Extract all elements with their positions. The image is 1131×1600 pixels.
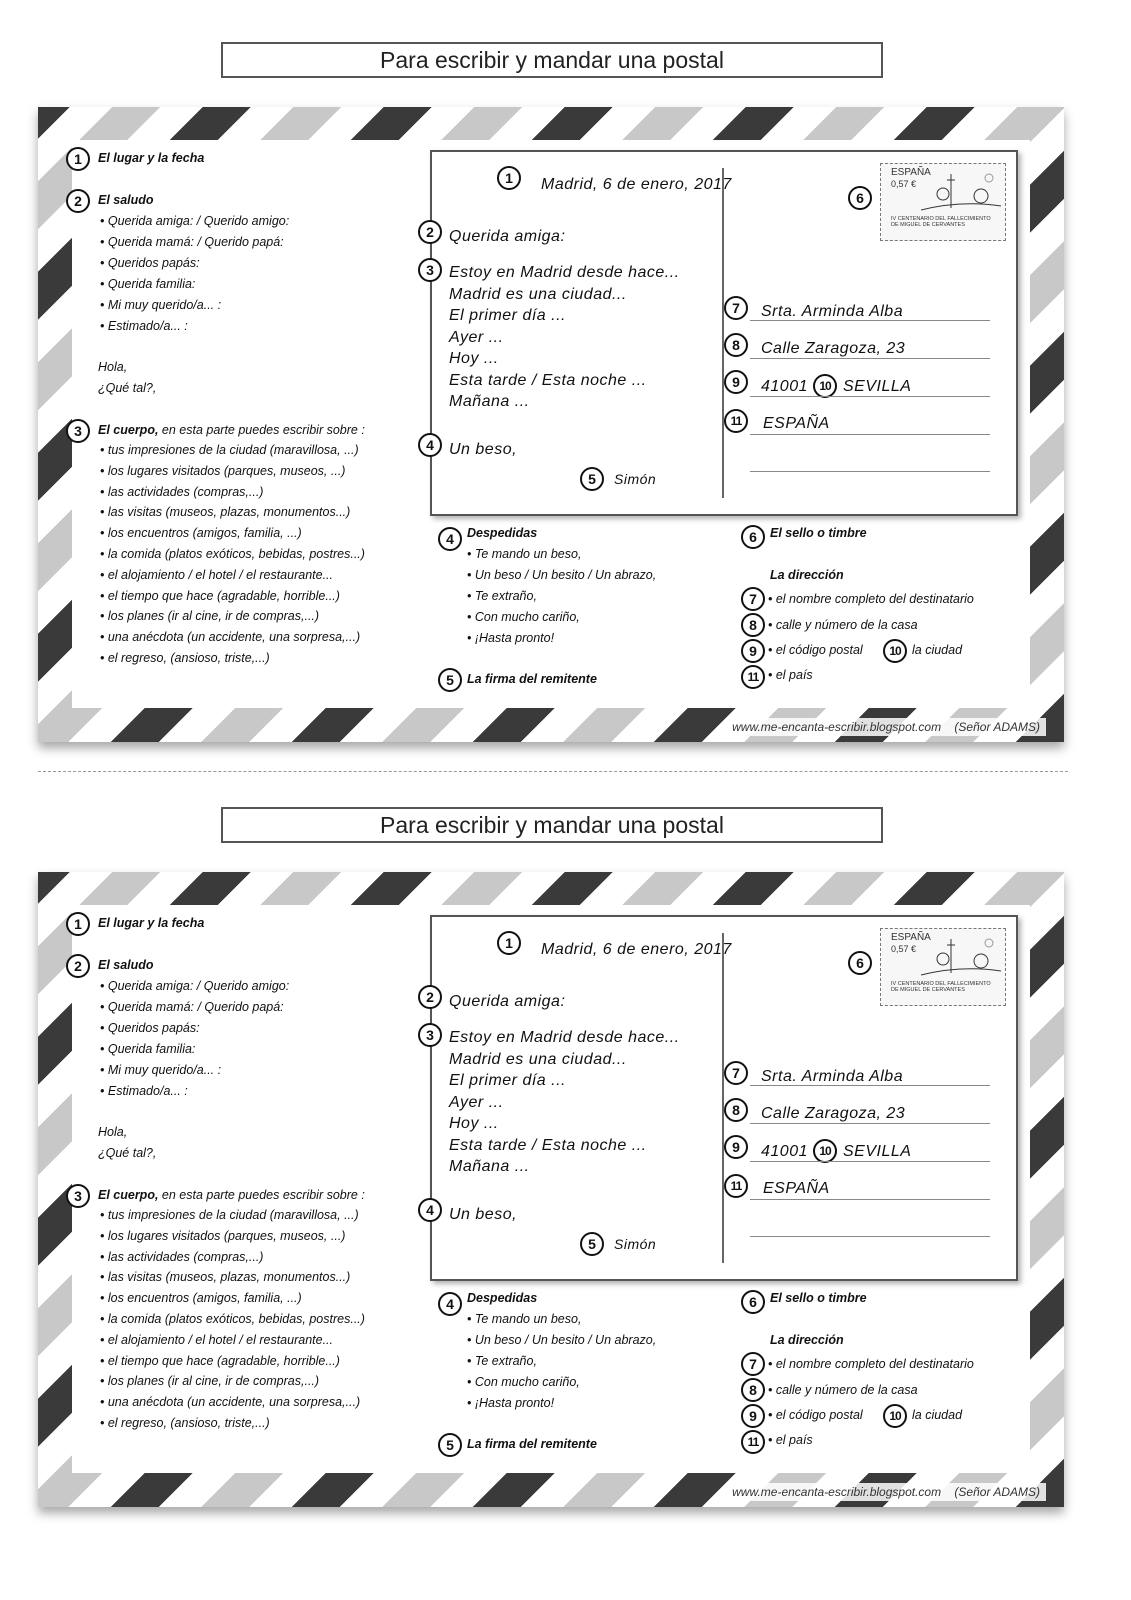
list-item-text: Esta tarde / Esta noche ...	[449, 371, 647, 389]
section-address: La dirección	[770, 568, 844, 582]
list-item	[100, 979, 289, 993]
section-body-desc: en esta parte puedes escribir sobre :	[158, 423, 365, 437]
list-item-text: Te mando un beso,	[474, 1312, 582, 1326]
recipient-name: Srta. Arminda Alba	[761, 303, 904, 320]
list-item-text: las visitas (museos, plazas, monumentos...)	[107, 1270, 351, 1285]
marker-2: 2	[418, 985, 442, 1009]
list-item-text: Queridos papás:	[107, 1021, 200, 1035]
marker-2: 2	[66, 954, 90, 978]
list-item-text: Estoy en Madrid desde hace...	[449, 1029, 680, 1046]
list-item-text: Te extraño,	[474, 589, 537, 603]
marker-8: 8	[741, 613, 765, 637]
que-tal-text: ¿Qué tal?,	[98, 1146, 157, 1160]
bullet-icon: •	[467, 631, 475, 645]
section-body-title: El cuerpo,	[98, 423, 159, 437]
marker-11: 11	[741, 665, 765, 689]
list-item	[100, 609, 319, 623]
address-line	[750, 396, 990, 397]
marker-3: 3	[418, 258, 442, 282]
stamp-value: 0,57 €	[891, 944, 917, 954]
address-street-hint: • calle y número de la casa	[768, 618, 918, 632]
address-line	[750, 1123, 990, 1124]
list-item-text: la comida (platos exóticos, bebidas, postres...)	[107, 547, 365, 561]
bullet-icon: •	[467, 1375, 475, 1389]
bullet-icon: •	[467, 1333, 475, 1347]
bullet-icon: •	[100, 588, 108, 603]
address-name-hint: • el nombre completo del destinatario	[768, 1357, 974, 1371]
bullet-icon: •	[100, 1208, 108, 1222]
section-body-desc: en esta parte puedes escribir sobre :	[158, 1188, 365, 1202]
bullet-icon: •	[100, 1270, 108, 1285]
bullet-icon: •	[100, 1291, 108, 1306]
postcard-date: Madrid, 6 de enero, 2017	[541, 941, 732, 958]
marker-4: 4	[438, 1292, 462, 1316]
bullet-icon: •	[100, 1021, 108, 1035]
postage-stamp	[880, 163, 1006, 241]
list-item-text: Con mucho cariño,	[474, 1375, 580, 1389]
address-city-hint: la ciudad	[912, 1408, 963, 1422]
list-item	[467, 1396, 554, 1410]
marker-4: 4	[418, 433, 442, 457]
marker-4: 4	[438, 527, 462, 551]
bullet-icon: •	[100, 1249, 108, 1264]
postcard-closing: Un beso,	[449, 441, 518, 458]
list-item	[100, 1084, 188, 1098]
list-item-text: Querida amiga: / Querido amigo:	[107, 214, 290, 228]
marker-1: 1	[497, 166, 521, 190]
list-item	[100, 277, 195, 291]
marker-8: 8	[741, 1378, 765, 1402]
list-item	[100, 298, 221, 312]
address-line	[750, 1085, 990, 1086]
marker-9: 9	[741, 639, 765, 663]
bullet-icon: •	[100, 1416, 108, 1430]
list-item	[100, 1270, 350, 1284]
postcard-body-line	[449, 350, 499, 368]
postcard-body-line	[449, 393, 530, 411]
bullet-icon: •	[100, 505, 108, 520]
postcard-signature: Simón	[614, 471, 657, 487]
marker-4: 4	[418, 1198, 442, 1222]
postcard-body-line	[449, 1137, 647, 1155]
hola-text: Hola,	[98, 1125, 128, 1139]
bullet-icon: •	[467, 547, 475, 561]
bullet-icon: •	[100, 1063, 108, 1077]
list-item-text: El primer día ...	[449, 307, 566, 324]
address-street-hint: • calle y número de la casa	[768, 1383, 918, 1397]
address-line	[750, 434, 990, 435]
bullet-icon: •	[100, 1395, 108, 1410]
list-item	[100, 485, 263, 499]
bullet-icon: •	[100, 1312, 108, 1326]
list-item-text: Estimado/a... :	[107, 319, 188, 333]
bullet-icon: •	[100, 484, 108, 499]
bullet-icon: •	[100, 609, 108, 624]
list-item-text: Estimado/a... :	[107, 1084, 188, 1098]
list-item	[100, 1312, 365, 1326]
marker-7: 7	[724, 1061, 748, 1085]
marker-7: 7	[741, 1352, 765, 1376]
postcard-signature: Simón	[614, 1236, 657, 1252]
worksheet-bottom	[0, 765, 1131, 1530]
list-item	[100, 1333, 333, 1347]
recipient-name: Srta. Arminda Alba	[761, 1068, 904, 1085]
marker-2: 2	[66, 189, 90, 213]
hola-text: Hola,	[98, 360, 128, 374]
section-body	[98, 423, 365, 437]
list-item-text: los lugares visitados (parques, museos, ...)	[107, 463, 346, 478]
postcard-closing: Un beso,	[449, 1206, 518, 1223]
postcard-body-line	[449, 1072, 566, 1090]
list-item-text: Hoy ...	[449, 350, 499, 367]
list-item	[467, 547, 581, 561]
recipient-street: Calle Zaragoza, 23	[761, 1105, 906, 1122]
section-body	[98, 1188, 365, 1202]
list-item	[467, 1375, 580, 1389]
marker-7: 7	[741, 587, 765, 611]
section-stamp: El sello o timbre	[770, 526, 867, 540]
list-item	[100, 1042, 195, 1056]
marker-6: 6	[741, 525, 765, 549]
worksheet-title: Para escribir y mandar una postal	[221, 42, 883, 78]
bullet-icon: •	[100, 277, 108, 291]
list-item	[100, 505, 350, 519]
list-item-text: Te mando un beso,	[474, 547, 582, 561]
list-item	[100, 443, 359, 457]
bullet-icon: •	[100, 1000, 108, 1014]
list-item	[100, 1291, 302, 1305]
list-item-text: el alojamiento / el hotel / el restaurante...	[107, 1332, 333, 1347]
section-stamp: El sello o timbre	[770, 1291, 867, 1305]
recipient-city: SEVILLA	[843, 1143, 912, 1160]
list-item-text: ¡Hasta pronto!	[474, 1396, 555, 1410]
list-item-text: una anécdota (un accidente, una sorpresa,...)	[107, 630, 361, 645]
marker-6: 6	[741, 1290, 765, 1314]
bullet-icon: •	[467, 610, 475, 624]
marker-10: 10	[883, 1404, 907, 1428]
marker-6: 6	[848, 951, 872, 975]
list-item	[467, 610, 580, 624]
section-signature: La firma del remitente	[467, 1437, 597, 1451]
list-item-text: Te extraño,	[474, 1354, 537, 1368]
marker-11: 11	[724, 409, 748, 433]
bullet-icon: •	[100, 319, 108, 333]
postcard-divider	[722, 168, 724, 498]
list-item	[100, 1208, 359, 1222]
list-item-text: tus impresiones de la ciudad (maravillosa, ...)	[107, 1208, 359, 1222]
list-item-text: los encuentros (amigos, familia, ...)	[107, 526, 302, 541]
section-place-date: El lugar y la fecha	[98, 151, 205, 165]
postcard-body-line	[449, 286, 627, 304]
list-item	[100, 630, 360, 644]
bullet-icon: •	[100, 235, 108, 249]
section-body-title: El cuerpo,	[98, 1188, 159, 1202]
list-item	[100, 651, 270, 665]
stamp-value: 0,57 €	[891, 179, 917, 189]
stamp-caption: IV CENTENARIO DEL FALLECIMIENTO DE MIGUEL DE CERVANTES	[891, 216, 991, 228]
list-item-text: las visitas (museos, plazas, monumentos...)	[107, 505, 351, 520]
don-quixote-illustration-icon	[921, 937, 1001, 979]
footer-url: www.me-encanta-escribir.blogspot.com	[732, 720, 942, 734]
list-item-text: Estoy en Madrid desde hace...	[449, 264, 680, 281]
marker-6: 6	[848, 186, 872, 210]
list-item	[100, 1229, 345, 1243]
bullet-icon: •	[100, 214, 108, 228]
marker-2: 2	[418, 220, 442, 244]
recipient-postcode: 41001	[761, 378, 808, 395]
marker-5: 5	[438, 1433, 462, 1457]
list-item-text: Un beso / Un besito / Un abrazo,	[474, 568, 657, 582]
postcard-body-line	[449, 1158, 530, 1176]
list-item	[100, 235, 284, 249]
postcard-greeting: Querida amiga:	[449, 993, 566, 1010]
section-signature: La firma del remitente	[467, 672, 597, 686]
list-item-text: Querida familia:	[107, 277, 196, 291]
marker-3: 3	[418, 1023, 442, 1047]
list-item	[100, 1395, 360, 1409]
list-item	[467, 1312, 581, 1326]
bullet-icon: •	[100, 256, 108, 270]
postcard-body-line	[449, 1115, 499, 1133]
address-postcode-hint: • el código postal	[768, 643, 863, 657]
address-line	[750, 1161, 990, 1162]
list-item	[100, 1374, 319, 1388]
list-item-text: Esta tarde / Esta noche ...	[449, 1136, 647, 1154]
list-item-text: los encuentros (amigos, familia, ...)	[107, 1291, 302, 1306]
footer-author: (Señor ADAMS)	[954, 1485, 1040, 1499]
postcard-body-line	[449, 307, 566, 325]
list-item-text: una anécdota (un accidente, una sorpresa,...)	[107, 1395, 361, 1410]
marker-8: 8	[724, 333, 748, 357]
bullet-icon: •	[100, 651, 108, 665]
bullet-icon: •	[100, 1084, 108, 1098]
address-line	[750, 320, 990, 321]
list-item-text: la comida (platos exóticos, bebidas, postres...)	[107, 1312, 365, 1326]
list-item-text: Mañana ...	[449, 393, 530, 410]
recipient-street: Calle Zaragoza, 23	[761, 340, 906, 357]
bullet-icon: •	[100, 1332, 108, 1347]
list-item-text: Un beso / Un besito / Un abrazo,	[474, 1333, 657, 1347]
list-item-text: Ayer ...	[449, 1093, 504, 1111]
stamp-caption: IV CENTENARIO DEL FALLECIMIENTO DE MIGUEL DE CERVANTES	[891, 981, 991, 993]
list-item-text: las actividades (compras,...)	[107, 1249, 264, 1264]
postage-stamp	[880, 928, 1006, 1006]
address-city-hint: la ciudad	[912, 643, 963, 657]
list-item-text: Querida amiga: / Querido amigo:	[107, 979, 290, 993]
list-item-text: los lugares visitados (parques, museos, ...)	[107, 1228, 346, 1243]
marker-11: 11	[724, 1174, 748, 1198]
list-item-text: Ayer ...	[449, 328, 504, 346]
section-place-date: El lugar y la fecha	[98, 916, 205, 930]
list-item-text: el regreso, (ansioso, triste,...)	[107, 1416, 270, 1430]
list-item	[100, 1416, 270, 1430]
list-item-text: Mañana ...	[449, 1158, 530, 1175]
bullet-icon: •	[100, 1228, 108, 1243]
list-item-text: Querida mamá: / Querido papá:	[107, 235, 284, 249]
stamp-country: ESPAÑA	[891, 167, 931, 178]
address-line	[750, 358, 990, 359]
postcard-body-line	[449, 264, 680, 282]
marker-7: 7	[724, 296, 748, 320]
list-item	[467, 589, 537, 603]
footer-credit	[726, 718, 1046, 736]
address-line-blank	[750, 471, 990, 472]
section-farewells: Despedidas	[467, 1291, 538, 1305]
marker-9: 9	[724, 370, 748, 394]
postcard-greeting: Querida amiga:	[449, 228, 566, 245]
list-item-text: Hoy ...	[449, 1115, 499, 1132]
marker-5: 5	[580, 467, 604, 491]
list-item	[100, 319, 188, 333]
postcard-body-line	[449, 1094, 504, 1112]
bullet-icon: •	[100, 463, 108, 478]
list-item-text: las actividades (compras,...)	[107, 484, 264, 499]
list-item	[100, 1000, 284, 1014]
bullet-icon: •	[100, 567, 108, 582]
marker-3: 3	[66, 419, 90, 443]
bullet-icon: •	[100, 298, 108, 312]
postcard-body-line	[449, 1051, 627, 1069]
list-item	[467, 1333, 656, 1347]
recipient-city: SEVILLA	[843, 378, 912, 395]
postcard-divider	[722, 933, 724, 1263]
bullet-icon: •	[100, 547, 108, 561]
marker-9: 9	[741, 1404, 765, 1428]
list-item	[100, 589, 340, 603]
address-country-hint: • el país	[768, 1433, 813, 1447]
list-item-text: los planes (ir al cine, ir de compras,...)	[107, 1374, 320, 1389]
list-item-text: Madrid es una ciudad...	[449, 285, 627, 303]
list-item-text: Querida mamá: / Querido papá:	[107, 1000, 284, 1014]
list-item	[100, 526, 302, 540]
bullet-icon: •	[100, 526, 108, 541]
marker-5: 5	[580, 1232, 604, 1256]
address-postcode-hint: • el código postal	[768, 1408, 863, 1422]
postcard-body-line	[449, 1029, 680, 1047]
footer-url: www.me-encanta-escribir.blogspot.com	[732, 1485, 942, 1499]
bullet-icon: •	[467, 589, 475, 603]
stamp-country: ESPAÑA	[891, 932, 931, 943]
list-item-text: ¡Hasta pronto!	[474, 631, 555, 645]
address-country-hint: • el país	[768, 668, 813, 682]
list-item	[100, 214, 289, 228]
list-item-text: el tiempo que hace (agradable, horrible...)	[107, 1353, 340, 1368]
list-item	[467, 568, 656, 582]
address-name-hint: • el nombre completo del destinatario	[768, 592, 974, 606]
list-item	[100, 547, 365, 561]
footer-author: (Señor ADAMS)	[954, 720, 1040, 734]
list-item	[100, 464, 345, 478]
que-tal-text: ¿Qué tal?,	[98, 381, 157, 395]
marker-11: 11	[741, 1430, 765, 1454]
list-item	[100, 256, 200, 270]
bullet-icon: •	[467, 1396, 475, 1410]
marker-10: 10	[883, 639, 907, 663]
list-item-text: Con mucho cariño,	[474, 610, 580, 624]
recipient-country: ESPAÑA	[763, 1180, 830, 1197]
section-greeting: El saludo	[98, 958, 154, 972]
section-greeting: El saludo	[98, 193, 154, 207]
section-address: La dirección	[770, 1333, 844, 1347]
list-item	[100, 1021, 200, 1035]
bullet-icon: •	[100, 979, 108, 993]
marker-5: 5	[438, 668, 462, 692]
marker-8: 8	[724, 1098, 748, 1122]
list-item-text: Querida familia:	[107, 1042, 196, 1056]
bullet-icon: •	[467, 1312, 475, 1326]
marker-3: 3	[66, 1184, 90, 1208]
list-item-text: el regreso, (ansioso, triste,...)	[107, 651, 270, 665]
recipient-postcode: 41001	[761, 1143, 808, 1160]
marker-1: 1	[66, 912, 90, 936]
postcard-body-line	[449, 372, 647, 390]
postcard-date: Madrid, 6 de enero, 2017	[541, 176, 732, 193]
recipient-country: ESPAÑA	[763, 415, 830, 432]
marker-1: 1	[497, 931, 521, 955]
list-item	[100, 568, 333, 582]
address-line	[750, 1199, 990, 1200]
list-item	[100, 1250, 263, 1264]
bullet-icon: •	[100, 1374, 108, 1389]
bullet-icon: •	[100, 630, 108, 645]
list-item-text: El primer día ...	[449, 1072, 566, 1089]
list-item-text: Mi muy querido/a... :	[107, 1063, 222, 1077]
don-quixote-illustration-icon	[921, 172, 1001, 214]
list-item-text: el tiempo que hace (agradable, horrible...)	[107, 588, 340, 603]
list-item	[100, 1354, 340, 1368]
bullet-icon: •	[100, 1042, 108, 1056]
list-item-text: Mi muy querido/a... :	[107, 298, 222, 312]
list-item-text: tus impresiones de la ciudad (maravillosa, ...)	[107, 443, 359, 457]
list-item	[467, 631, 554, 645]
postcard-body-line	[449, 329, 504, 347]
list-item-text: el alojamiento / el hotel / el restaurante...	[107, 567, 333, 582]
bullet-icon: •	[467, 568, 475, 582]
list-item-text: Madrid es una ciudad...	[449, 1050, 627, 1068]
marker-10: 10	[813, 374, 837, 398]
section-farewells: Despedidas	[467, 526, 538, 540]
bullet-icon: •	[100, 443, 108, 457]
marker-10: 10	[813, 1139, 837, 1163]
list-item-text: Queridos papás:	[107, 256, 200, 270]
footer-credit	[726, 1483, 1046, 1501]
list-item	[100, 1063, 221, 1077]
worksheet-title: Para escribir y mandar una postal	[221, 807, 883, 843]
worksheet-top	[0, 0, 1131, 765]
list-item-text: los planes (ir al cine, ir de compras,...)	[107, 609, 320, 624]
marker-1: 1	[66, 147, 90, 171]
address-line-blank	[750, 1236, 990, 1237]
bullet-icon: •	[467, 1354, 475, 1368]
marker-9: 9	[724, 1135, 748, 1159]
list-item	[467, 1354, 537, 1368]
bullet-icon: •	[100, 1353, 108, 1368]
